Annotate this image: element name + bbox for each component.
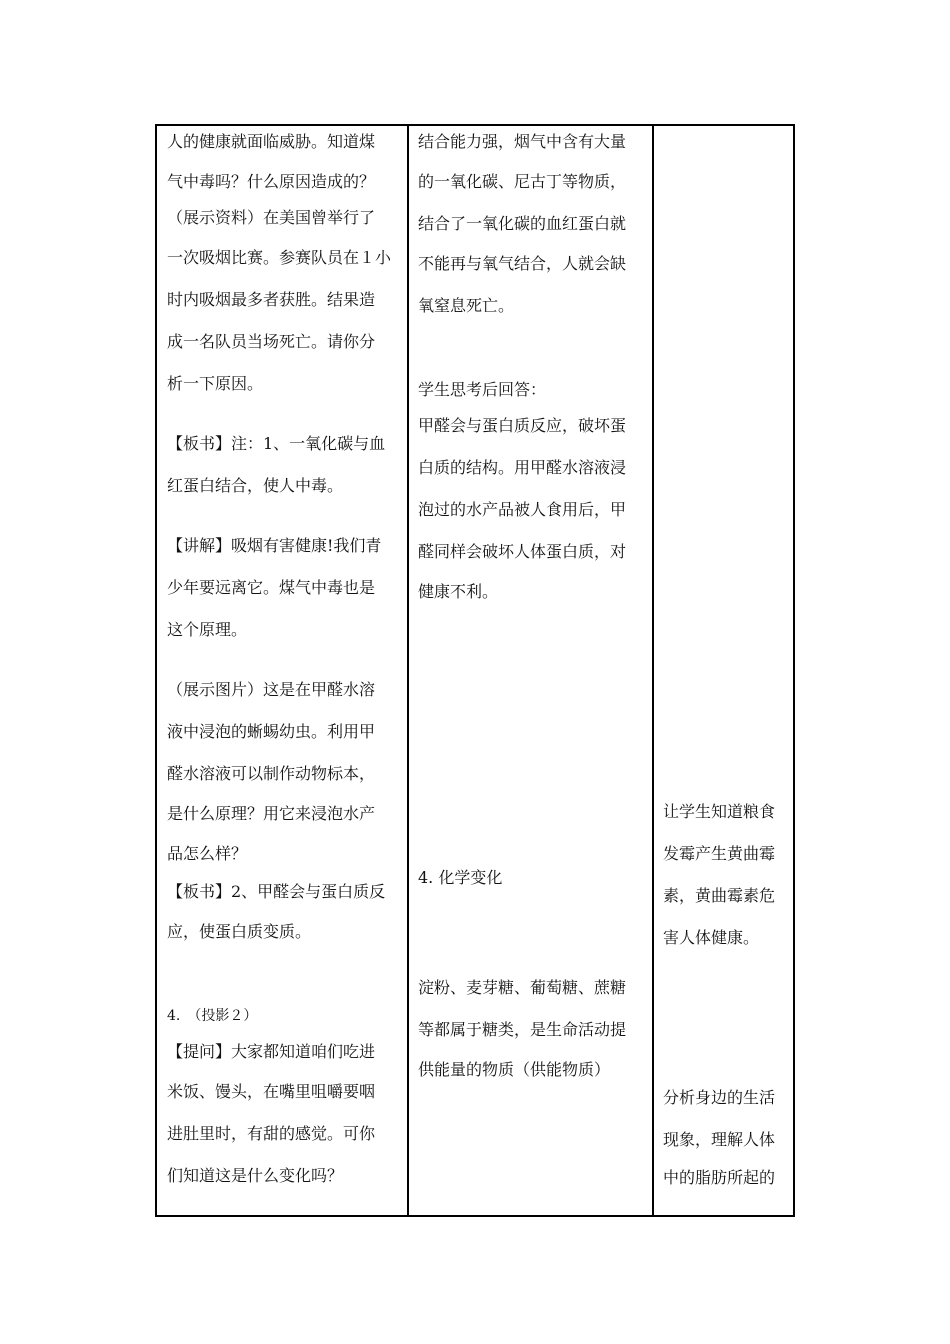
- text-line: 氧窒息死亡。: [418, 296, 515, 315]
- text-line: 米饭、馒头，在嘴里咀嚼要咽: [167, 1082, 376, 1101]
- text-line: 【提问】大家都知道咱们吃进: [167, 1042, 376, 1061]
- text-line: 这个原理。: [167, 620, 248, 639]
- text-line: 供能量的物质（供能物质）: [418, 1060, 611, 1079]
- text-line: 素，黄曲霉素危: [663, 886, 776, 905]
- text-line: （展示资料）在美国曾举行了: [167, 208, 376, 227]
- text-line: 让学生知道粮食: [663, 802, 776, 821]
- text-line: 析一下原因。: [167, 374, 264, 393]
- text-line: 一次吸烟比赛。参赛队员在１小: [167, 248, 392, 267]
- text-line: 醛水溶液可以制作动物标本，: [167, 764, 376, 783]
- text-line: 【讲解】吸烟有害健康!我们青: [167, 536, 382, 555]
- text-line: 人的健康就面临威胁。知道煤: [167, 132, 376, 151]
- text-line: 4. （投影２）: [167, 1008, 258, 1024]
- text-line: 少年要远离它。煤气中毒也是: [167, 578, 376, 597]
- text-line: 发霉产生黄曲霉: [663, 844, 776, 863]
- column-divider-2: [652, 126, 654, 1215]
- text-line: 中的脂肪所起的: [663, 1168, 776, 1187]
- text-line: （展示图片）这是在甲醛水溶: [167, 680, 376, 699]
- text-line: 不能再与氧气结合，人就会缺: [418, 254, 627, 273]
- text-line: 淀粉、麦芽糖、葡萄糖、蔗糖: [418, 978, 627, 997]
- text-line: 成一名队员当场死亡。请你分: [167, 332, 376, 351]
- text-line: 4. 化学变化: [418, 868, 503, 887]
- text-line: 应，使蛋白质变质。: [167, 922, 312, 941]
- text-line: 甲醛会与蛋白质反应，破坏蛋: [418, 416, 627, 435]
- text-line: 白质的结构。用甲醛水溶液浸: [418, 458, 627, 477]
- text-line: 害人体健康。: [663, 928, 760, 947]
- text-line: 分析身边的生活: [663, 1088, 776, 1107]
- text-line: 是什么原理？用它来浸泡水产: [167, 804, 376, 823]
- text-line: 【板书】2、甲醛会与蛋白质反: [167, 882, 386, 901]
- text-line: 等都属于糖类，是生命活动提: [418, 1020, 627, 1039]
- text-line: 液中浸泡的蜥蜴幼虫。利用甲: [167, 722, 376, 741]
- text-line: 们知道这是什么变化吗？: [167, 1166, 344, 1185]
- text-line: 的一氧化碳、尼古丁等物质，: [418, 172, 627, 191]
- text-line: 【板书】注：1、一氧化碳与血: [167, 434, 386, 453]
- text-line: 品怎么样？: [167, 844, 248, 863]
- text-line: 现象，理解人体: [663, 1130, 776, 1149]
- text-line: 红蛋白结合，使人中毒。: [167, 476, 344, 495]
- text-line: 泡过的水产品被人食用后，甲: [418, 500, 627, 519]
- column-divider-1: [407, 126, 409, 1215]
- text-line: 气中毒吗？什么原因造成的？: [167, 172, 376, 191]
- text-line: 进肚里时，有甜的感觉。可你: [167, 1124, 376, 1143]
- text-line: 结合了一氧化碳的血红蛋白就: [418, 214, 627, 233]
- lesson-plan-table: [155, 124, 795, 1217]
- text-line: 时内吸烟最多者获胜。结果造: [167, 290, 376, 309]
- text-line: 结合能力强，烟气中含有大量: [418, 132, 627, 151]
- text-line: 醛同样会破坏人体蛋白质，对: [418, 542, 627, 561]
- text-line: 学生思考后回答：: [418, 380, 547, 399]
- text-line: 健康不利。: [418, 582, 499, 601]
